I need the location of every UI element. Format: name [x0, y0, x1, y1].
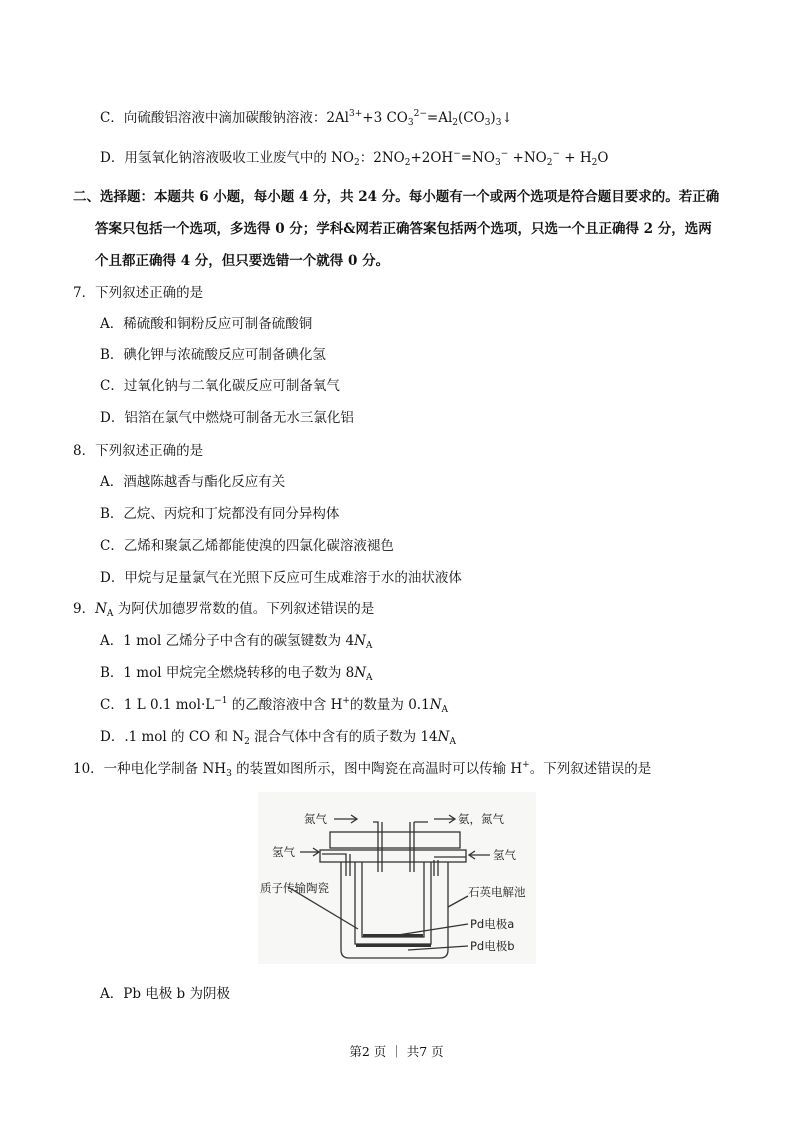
q7-option-b — [100, 346, 326, 364]
text-segment: +3 CO — [362, 110, 408, 126]
text-segment: A — [106, 609, 114, 619]
q9-option-b — [100, 664, 373, 682]
label-proton-ceramic: 质子传输陶瓷 — [260, 881, 329, 895]
text-segment: D．铝箔在氯气中燃烧可制备无水三氯化铝 — [100, 410, 354, 426]
q6-option-d — [100, 149, 608, 167]
text-segment: A — [449, 737, 456, 747]
text-segment: A．Pb 电极 b 为阴极 — [100, 986, 230, 1002]
text-segment: C．向硫酸铝溶液中滴加碳酸钠溶液：2Al — [100, 110, 349, 126]
text-segment: 答案只包括一个选项，多选得 0 分；学科&网若正确答案包括两个选项，只选一个且正确得 2 分，选两 — [95, 221, 712, 237]
text-segment: 个且都正确得 4 分，但只要选错一个就得 0 分。 — [95, 253, 390, 269]
text-segment: + — [342, 696, 350, 706]
q8-option-a — [100, 473, 285, 491]
page-footer: 第2 页 ｜ 共7 页 — [349, 1044, 444, 1059]
text-segment: 10．一种电化学制备 NH — [73, 761, 227, 777]
text-segment: 2 — [244, 737, 250, 747]
text-segment: 为阿伏加德罗常数的值。下列叙述错误的是 — [113, 601, 375, 617]
text-segment: A — [441, 705, 448, 715]
q6-option-c — [100, 109, 513, 127]
text-segment: 9． — [73, 601, 96, 617]
text-segment: A．酒越陈越香与酯化反应有关 — [100, 474, 286, 490]
text-segment: A — [365, 641, 373, 651]
text-segment: B．乙烷、丙烷和丁烷都没有同分异构体 — [100, 506, 340, 522]
text-segment: 8．下列叙述正确的是 — [73, 443, 204, 459]
text-segment: 3 — [484, 118, 491, 128]
text-segment: 2 — [546, 158, 553, 168]
text-segment: O — [597, 150, 609, 166]
label-hydrogen-in-right: 氢气 — [493, 848, 516, 862]
q7-stem — [73, 284, 203, 302]
q9-stem — [73, 600, 374, 618]
text-segment: N — [354, 633, 366, 649]
text-segment: − — [453, 149, 461, 159]
q8-option-b — [100, 505, 339, 523]
text-segment: 3 — [494, 158, 501, 168]
q7-option-c — [100, 377, 340, 395]
q7-option-a — [100, 315, 312, 333]
text-segment: ：2NO — [359, 150, 405, 166]
text-segment: B．1 mol 甲烷完全燃烧转移的电子数为 8 — [100, 665, 355, 681]
q9-option-c — [100, 696, 448, 714]
text-segment: C．过氧化钠与二氧化碳反应可制备氧气 — [100, 378, 340, 394]
text-segment: 2 — [591, 158, 598, 168]
text-segment: 3 — [226, 769, 232, 779]
text-segment: A — [366, 673, 373, 683]
q10-option-a — [100, 985, 230, 1003]
text-segment: 混合气体中含有的质子数为 14 — [249, 729, 438, 745]
q7-option-d — [100, 409, 354, 427]
label-nitrogen-in: 氮气 — [304, 812, 327, 826]
electrolysis-apparatus-figure — [258, 792, 536, 964]
text-segment: N — [354, 665, 367, 681]
q8-stem — [73, 442, 203, 460]
section2-line3 — [95, 252, 389, 270]
text-segment: (CO — [458, 110, 485, 126]
q8-option-c — [100, 537, 394, 555]
text-segment: 2− — [413, 109, 427, 119]
text-segment: B．碘化钾与浓硫酸反应可制备碘化氢 — [100, 347, 326, 363]
text-segment: D．甲烷与足量氯气在光照下反应可生成难溶于水的油状液体 — [100, 570, 462, 586]
text-segment: ↓ — [501, 110, 513, 126]
text-segment: 3+ — [349, 109, 363, 119]
text-segment: 二、选择题：本题共 6 小题，每小题 4 分，共 24 分。每小题有一个或两个选项是符合题目要求的。若正确 — [73, 189, 720, 205]
section2-heading — [73, 188, 719, 206]
text-segment: N — [437, 729, 450, 745]
text-segment: 的乙酸溶液中含 H — [227, 697, 343, 713]
text-segment: 3 — [495, 118, 502, 128]
text-segment: 2 — [354, 158, 360, 168]
text-segment: + H — [560, 150, 592, 166]
text-segment: D．用氢氧化钠溶液吸收工业废气中的 NO — [100, 150, 354, 166]
text-segment: 3 — [407, 118, 414, 128]
text-segment: 2 — [452, 118, 459, 128]
text-segment: ) — [490, 110, 496, 126]
text-segment: D．.1 mol 的 CO 和 N — [100, 729, 245, 745]
text-segment: 的数量为 0.1 — [349, 697, 430, 713]
text-segment: −1 — [214, 696, 228, 706]
text-segment: N — [95, 601, 107, 617]
text-segment: =Al — [426, 110, 453, 126]
section2-line2 — [95, 220, 712, 238]
text-segment: C．乙烯和聚氯乙烯都能使溴的四氯化碳溶液褪色 — [100, 538, 394, 554]
text-segment: 2 — [404, 158, 411, 168]
text-segment: A．1 mol 乙烯分子中含有的碳氢键数为 4 — [100, 633, 355, 649]
text-segment: =NO — [460, 150, 495, 166]
label-hydrogen-in-left: 氢气 — [272, 845, 295, 859]
label-electrode-b: Pd电极b — [470, 939, 515, 953]
text-segment: +2OH — [410, 150, 454, 166]
text-segment: A．稀硫酸和铜粉反应可制备硫酸铜 — [100, 316, 313, 332]
text-segment: C．1 L 0.1 mol·L — [100, 697, 215, 713]
text-segment: +NO — [508, 150, 547, 166]
q8-option-d — [100, 569, 462, 587]
text-segment: − — [552, 149, 560, 159]
q10-stem — [73, 760, 651, 778]
q9-option-a — [100, 632, 372, 650]
text-segment: 的装置如图所示，图中陶瓷在高温时可以传输 H — [231, 761, 523, 777]
q9-option-d — [100, 728, 456, 746]
text-segment: 。下列叙述错误的是 — [529, 761, 652, 777]
text-segment: + — [522, 760, 530, 770]
label-electrode-a: Pd电极a — [470, 917, 515, 931]
text-segment: 7．下列叙述正确的是 — [73, 285, 204, 301]
text-segment: − — [500, 149, 509, 159]
text-segment: N — [429, 697, 442, 713]
label-quartz-cell: 石英电解池 — [468, 885, 526, 899]
label-ammonia-nitrogen-out: 氨，氮气 — [458, 812, 504, 826]
